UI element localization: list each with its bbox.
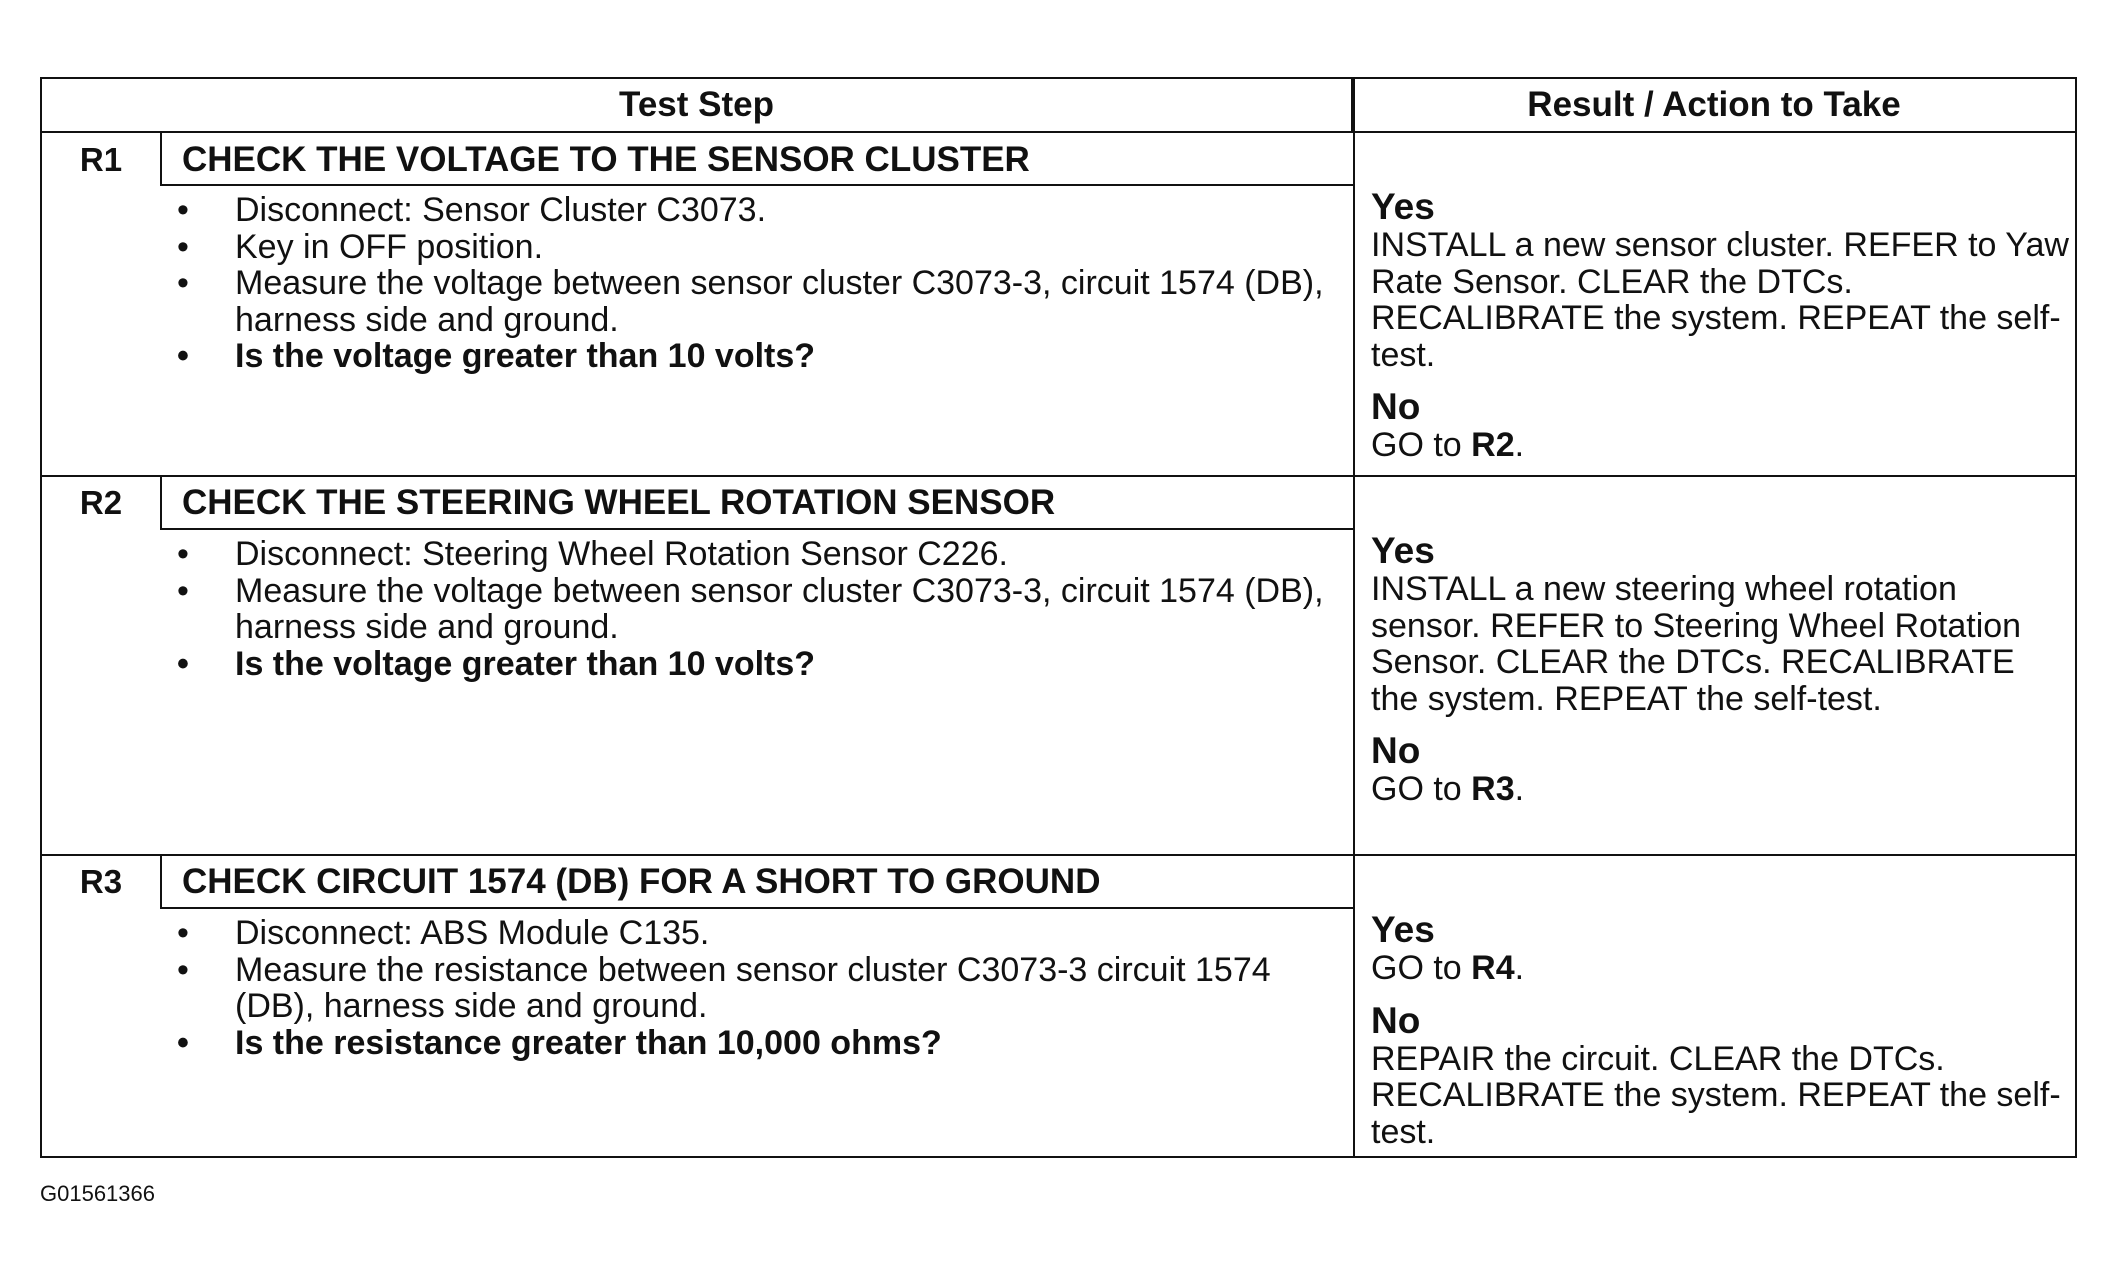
instruction-item: • Disconnect: Steering Wheel Rotation Sensor C226.: [177, 536, 1327, 573]
no-action: REPAIR the circuit. CLEAR the DTCs. RECALIBRATE the system. REPEAT the self-test.: [1371, 1039, 2061, 1151]
yes-label: Yes: [1371, 186, 1435, 227]
instruction-item: • Disconnect: ABS Module C135.: [177, 915, 1327, 952]
step-question: • Is the voltage greater than 10 volts?: [177, 338, 1327, 375]
step-id-divider-r1: [160, 131, 162, 184]
step-result-r1: [1371, 187, 2071, 464]
instruction-item: • Measure the resistance between sensor cluster C3073-3 circuit 1574 (DB), harness side and ground.: [177, 952, 1327, 1025]
instruction-item: • Measure the voltage between sensor cluster C3073-3, circuit 1574 (DB), harness side and ground.: [177, 573, 1327, 646]
yes-label: Yes: [1371, 909, 1435, 950]
step-title-r3: CHECK CIRCUIT 1574 (DB) FOR A SHORT TO GROUND: [182, 862, 1101, 901]
step-ref-link: R2: [1471, 426, 1515, 464]
header-divider: [42, 131, 2075, 133]
no-label: No: [1371, 999, 1421, 1041]
step-title-divider-r1: [160, 184, 1353, 186]
no-label: No: [1371, 386, 1421, 427]
step-result-r3: [1371, 910, 2071, 1150]
step-instructions-r2: [177, 536, 1327, 682]
figure-id: G01561366: [40, 1181, 155, 1206]
step-id-divider-r3: [160, 854, 162, 907]
step-id-r1: R1: [79, 141, 123, 178]
step-title-divider-r3: [160, 907, 1353, 909]
step-id-r3: R3: [79, 863, 123, 900]
step-instructions-r1: [177, 192, 1327, 375]
instruction-item: • Measure the voltage between sensor cluster C3073-3, circuit 1574 (DB), harness side and ground.: [177, 265, 1327, 338]
instruction-item: • Key in OFF position.: [177, 229, 1327, 266]
yes-action: INSTALL a new steering wheel rotation sensor. REFER to Steering Wheel Rotation Sensor. CLEAR the DTCs. RECALIBRATE the system. REPEAT the self-test.: [1371, 570, 2022, 718]
step-ref-link: R4: [1471, 949, 1515, 987]
step-question: • Is the voltage greater than 10 volts?: [177, 646, 1327, 683]
instruction-item: • Disconnect: Sensor Cluster C3073.: [177, 192, 1327, 229]
yes-action: GO to R4.: [1371, 949, 1525, 987]
column-divider: [1353, 79, 1355, 1156]
diagnostic-test-table: [40, 77, 2077, 1158]
step-title-divider-r2: [160, 528, 1353, 530]
yes-action: INSTALL a new sensor cluster. REFER to Yaw Rate Sensor. CLEAR the DTCs. RECALIBRATE the system. REPEAT the self-test.: [1371, 226, 2069, 374]
header-test-step: Test Step: [42, 79, 1353, 131]
step-ref-link: R3: [1471, 770, 1515, 808]
no-label: No: [1371, 730, 1421, 771]
no-action: GO to R3.: [1371, 770, 1525, 808]
step-instructions-r3: [177, 915, 1327, 1061]
step-id-r2: R2: [79, 484, 123, 521]
yes-label: Yes: [1371, 530, 1435, 571]
step-title-r2: CHECK THE STEERING WHEEL ROTATION SENSOR: [182, 483, 1056, 522]
step-id-divider-r2: [160, 475, 162, 528]
step-result-r2: [1371, 531, 2071, 808]
no-action: GO to R2.: [1371, 426, 1525, 464]
header-result-action: Result / Action to Take: [1527, 85, 1901, 124]
step-question: • Is the resistance greater than 10,000 ohms?: [177, 1025, 1327, 1062]
step-title-r1: CHECK THE VOLTAGE TO THE SENSOR CLUSTER: [182, 140, 1030, 179]
